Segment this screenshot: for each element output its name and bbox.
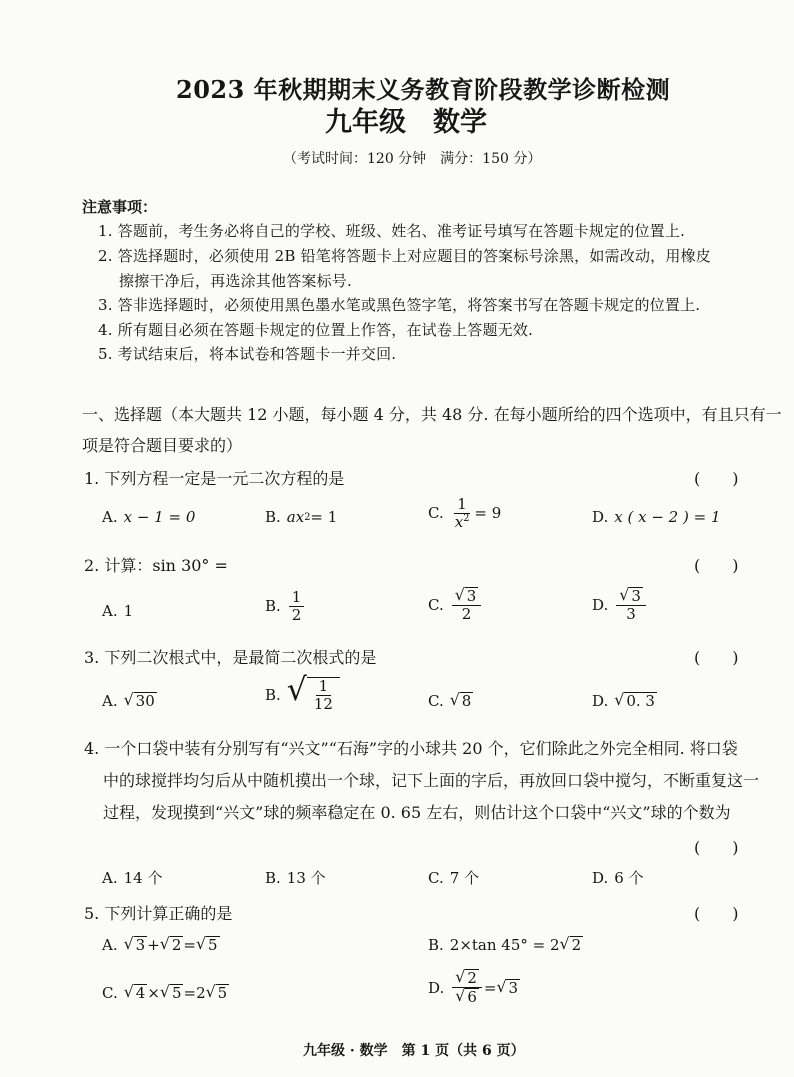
radicand: 2 bbox=[171, 936, 182, 954]
exam-info: （考试时间：120 分钟 满分：150 分） bbox=[283, 151, 542, 167]
option-text: x ( x − 2 ) = 1 bbox=[614, 508, 721, 526]
notes-heading: 注意事项： bbox=[82, 198, 158, 216]
note-item: 3. 答非选择题时，必须使用黑色墨水笔或黑色签字笔，将答案书写在答题卡规定的位置上. bbox=[98, 296, 701, 314]
radical-sign: √ bbox=[159, 982, 170, 1001]
radical-sign: √ bbox=[123, 690, 134, 709]
radical-sign: √ bbox=[123, 934, 134, 953]
option-a bbox=[102, 692, 157, 710]
numerator: 1 bbox=[289, 589, 305, 607]
numerator bbox=[452, 587, 482, 606]
exponent: 2 bbox=[463, 512, 470, 524]
radical-sign: √ bbox=[449, 690, 460, 709]
exam-title: 2023 年秋期期末义务教育阶段教学诊断检测 bbox=[176, 75, 671, 104]
option-d bbox=[428, 969, 520, 1007]
radicand: 3 bbox=[631, 587, 641, 605]
option-d bbox=[592, 587, 648, 623]
radical-sign: √ bbox=[559, 934, 570, 953]
times-sign: × bbox=[147, 984, 160, 1003]
radicand: 0. 3 bbox=[626, 692, 655, 710]
radicand bbox=[307, 677, 340, 712]
option-c bbox=[102, 984, 229, 1002]
radical-sign: √ bbox=[286, 672, 307, 708]
section-heading: 一、选择题（本大题共 12 小题，每小题 4 分，共 48 分. 在每小题所给的四个选项中，有且只有一 bbox=[82, 405, 782, 424]
equals-sign: = bbox=[483, 978, 497, 997]
radical-sign: √ bbox=[195, 934, 206, 953]
exponent: 2 bbox=[304, 511, 311, 523]
fraction bbox=[452, 496, 473, 530]
option-b bbox=[428, 936, 583, 954]
option-label: D. bbox=[592, 692, 609, 711]
question-stem-cont: 过程，发现摸到“兴文”球的频率稳定在 0. 65 左右，则估计这个口袋中“兴文”球的个数为 bbox=[103, 803, 731, 822]
option-a bbox=[102, 602, 133, 620]
option-b bbox=[265, 508, 337, 526]
option-c bbox=[428, 496, 501, 530]
fraction bbox=[452, 969, 482, 1007]
radicand: 5 bbox=[171, 984, 182, 1002]
denominator: 2 bbox=[461, 605, 472, 624]
option-b bbox=[265, 589, 306, 623]
option-label: D. bbox=[592, 868, 609, 887]
radical-sign: √ bbox=[455, 986, 466, 1006]
radical-sign: √ bbox=[454, 585, 465, 604]
option-text: x − 1 = 0 bbox=[123, 508, 196, 526]
sqrt bbox=[455, 587, 479, 605]
answer-paren: ( ) bbox=[694, 469, 739, 488]
radicand: 5 bbox=[217, 984, 228, 1002]
radicand: 30 bbox=[135, 692, 155, 710]
sqrt bbox=[206, 984, 230, 1002]
option-b bbox=[265, 867, 326, 888]
option-text: 7 个 bbox=[449, 869, 480, 887]
option-b bbox=[265, 672, 340, 713]
option-d bbox=[592, 508, 721, 526]
option-label: A. bbox=[102, 602, 118, 620]
radicand: 5 bbox=[208, 936, 218, 954]
sqrt bbox=[450, 692, 474, 710]
radical-sign: √ bbox=[614, 690, 625, 709]
option-label: D. bbox=[592, 508, 609, 526]
exam-subtitle: 九年级 数学 bbox=[325, 107, 487, 138]
option-text: 2×tan 45° = 2 bbox=[449, 936, 560, 955]
sqrt bbox=[455, 969, 479, 987]
radicand: 3 bbox=[508, 978, 519, 997]
option-label: C. bbox=[428, 504, 444, 522]
denominator: 12 bbox=[313, 694, 333, 713]
note-item: 4. 所有题目必须在答题卡规定的位置上作答，在试卷上答题无效. bbox=[98, 321, 534, 339]
denominator: 3 bbox=[626, 605, 636, 624]
sqrt bbox=[496, 976, 520, 997]
fraction bbox=[452, 587, 482, 623]
answer-paren: ( ) bbox=[694, 556, 739, 575]
option-c bbox=[428, 867, 479, 888]
radical-sign: √ bbox=[159, 934, 170, 953]
note-item: 1. 答题前，考生务必将自己的学校、班级、姓名、准考证号填写在答题卡规定的位置上. bbox=[98, 222, 686, 240]
option-text: 13 个 bbox=[286, 869, 326, 887]
option-label: B. bbox=[265, 685, 281, 704]
option-text: ax bbox=[286, 508, 305, 526]
option-d bbox=[592, 867, 644, 888]
option-label: A. bbox=[102, 692, 118, 711]
radical-sign: √ bbox=[496, 976, 507, 996]
option-c bbox=[428, 692, 473, 710]
radical-sign: √ bbox=[123, 982, 134, 1001]
fraction bbox=[311, 678, 336, 712]
option-text: 6 个 bbox=[614, 869, 644, 887]
option-text: = 1 bbox=[310, 508, 338, 526]
equals-sign: = bbox=[183, 984, 197, 1003]
fraction bbox=[616, 587, 646, 623]
sqrt bbox=[124, 692, 157, 710]
numerator: 1 bbox=[454, 496, 470, 514]
note-item: 2. 答选择题时，必须使用 2B 铅笔将答题卡上对应题目的答案标号涂黑，如需改动，用橡皮 bbox=[98, 247, 711, 265]
option-label: A. bbox=[102, 936, 118, 955]
radicand: 2 bbox=[467, 969, 477, 987]
answer-paren: ( ) bbox=[694, 838, 739, 857]
option-text: 14 个 bbox=[123, 869, 163, 887]
option-a bbox=[102, 936, 220, 954]
section-heading-cont: 项是符合题目要求的） bbox=[82, 436, 243, 455]
option-label: C. bbox=[428, 595, 444, 614]
option-a bbox=[102, 508, 195, 526]
question-stem: 3. 下列二次根式中，是最简二次根式的是 bbox=[84, 648, 377, 667]
radicand: 4 bbox=[135, 984, 146, 1002]
sqrt bbox=[160, 936, 184, 954]
equals-sign: = bbox=[183, 936, 196, 955]
den-base: x bbox=[454, 512, 464, 531]
coefficient: 2 bbox=[196, 984, 206, 1003]
note-item: 5. 考试结束后，将本试卷和答题卡一并交回. bbox=[98, 345, 397, 363]
denominator bbox=[452, 514, 473, 531]
radicand: 2 bbox=[571, 936, 582, 954]
radicand: 3 bbox=[466, 587, 477, 605]
answer-paren: ( ) bbox=[694, 904, 739, 923]
answer-paren: ( ) bbox=[694, 648, 739, 667]
option-a bbox=[102, 867, 162, 888]
radicand: 6 bbox=[467, 988, 477, 1007]
sqrt bbox=[196, 936, 220, 954]
radical-sign: √ bbox=[205, 982, 216, 1001]
numerator: 1 bbox=[316, 678, 332, 696]
option-label: A. bbox=[102, 508, 118, 526]
sqrt bbox=[614, 692, 657, 710]
note-item: 擦擦干净后，再选涂其他答案标号. bbox=[119, 272, 352, 290]
radicand: 3 bbox=[135, 936, 146, 954]
fraction bbox=[289, 589, 305, 623]
radical-sign: √ bbox=[619, 585, 630, 604]
radicand: 8 bbox=[461, 692, 472, 710]
option-c bbox=[428, 587, 483, 623]
sqrt bbox=[560, 936, 584, 954]
option-label: A. bbox=[102, 868, 118, 887]
option-label: B. bbox=[265, 868, 281, 887]
sqrt bbox=[160, 984, 184, 1002]
question-stem: 5. 下列计算正确的是 bbox=[84, 904, 233, 923]
option-text: = 9 bbox=[474, 504, 502, 522]
option-label: B. bbox=[428, 936, 444, 955]
question-stem: 2. 计算：sin 30° = bbox=[84, 556, 228, 575]
numerator bbox=[616, 587, 646, 606]
question-stem: 1. 下列方程一定是一元二次方程的是 bbox=[84, 469, 345, 488]
option-label: B. bbox=[265, 508, 281, 526]
page-footer: 九年级 · 数学 第 1 页（共 6 页） bbox=[303, 1043, 525, 1059]
option-label: C. bbox=[102, 984, 118, 1003]
sqrt bbox=[619, 587, 643, 605]
option-text: 1 bbox=[123, 602, 134, 620]
sqrt bbox=[286, 672, 340, 713]
sqrt bbox=[124, 936, 148, 954]
sqrt bbox=[455, 988, 479, 1006]
denominator: 2 bbox=[291, 605, 302, 624]
question-stem: 4. 一个口袋中装有分别写有“兴文”“石海”字的小球共 20 个，它们除此之外完全相同. 将口袋 bbox=[84, 739, 738, 758]
sqrt bbox=[124, 984, 148, 1002]
option-label: D. bbox=[428, 978, 445, 997]
option-label: B. bbox=[265, 597, 281, 615]
option-d bbox=[592, 692, 657, 710]
question-stem-cont: 中的球搅拌均匀后从中随机摸出一个球，记下上面的字后，再放回口袋中搅匀，不断重复这一 bbox=[103, 771, 760, 790]
radical-sign: √ bbox=[455, 967, 466, 986]
option-label: D. bbox=[592, 595, 609, 614]
option-label: C. bbox=[428, 692, 444, 711]
denominator bbox=[452, 988, 482, 1006]
plus-sign: + bbox=[147, 936, 160, 955]
option-label: C. bbox=[428, 868, 444, 887]
